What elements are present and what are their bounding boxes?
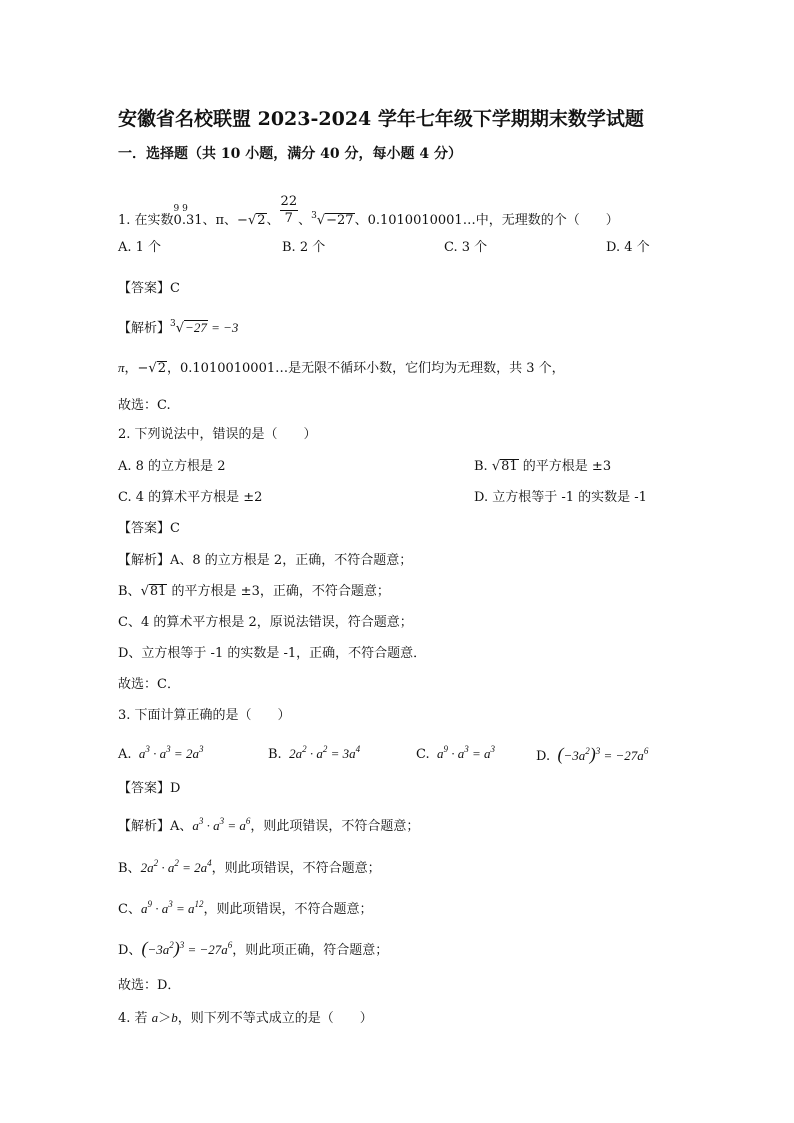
sqrt-icon: √: [247, 213, 257, 228]
sqrt2-arg: 2: [257, 213, 266, 228]
a3-label: C、: [118, 902, 141, 917]
q2-option-d: D. 立方根等于 -1 的实数是 -1: [474, 490, 647, 505]
analysis-equation: = −3: [207, 320, 239, 335]
q2-analysis-2: [118, 584, 390, 600]
q3-analysis-2: [118, 860, 381, 877]
q3-option-b: [268, 746, 360, 763]
cbrt-arg: −27: [326, 213, 354, 228]
q3-analysis-4: [118, 940, 388, 959]
repeat-dots: 9 9: [173, 204, 188, 214]
question-2-stem: 2. 下列说法中，错误的是（ ）: [118, 427, 317, 442]
analysis-label: 【解析】A、: [118, 819, 193, 834]
q2-option-a: A. 8 的立方根是 2: [118, 459, 226, 474]
a4-label: D、: [118, 943, 142, 958]
formula-d-correct: $(-3a^2)^3 = -27a^6$: [141, 938, 233, 958]
optc-label: C.: [416, 747, 430, 762]
q1-sep1: 、π、: [202, 213, 238, 228]
q1-analysis-1: [118, 320, 238, 337]
q2-option-b: [474, 459, 611, 475]
q2-analysis-3: C、4 的算术平方根是 2，原说法错误，符合题意；: [118, 615, 413, 630]
q3-option-a: [118, 746, 203, 763]
q1-analysis-2: [118, 360, 565, 377]
q1-stem-start: 1. 在实数: [118, 213, 174, 228]
sqrt-icon: √: [491, 459, 501, 474]
q3-analysis-3: [118, 901, 373, 918]
a4-text: ，则此项正确，符合题意；: [232, 943, 389, 958]
formula-a-correct: $a^3 \cdot a^3 = a^6$: [192, 816, 251, 833]
line2-text: ，0.1010010001…是无限不循环小数，它们均为无理数，共 3 个，: [167, 361, 565, 376]
formula-c-correct: $a^9 \cdot a^3 = a^{12}$: [140, 899, 204, 916]
section-heading: 一．选择题（共 10 小题，满分 40 分，每小题 4 分）: [118, 146, 462, 162]
q4-stem-end: ，则下列不等式成立的是（ ）: [177, 1011, 373, 1026]
q2-option-c: C. 4 的算术平方根是 ±2: [118, 490, 263, 505]
formula-b: $2a^2 \cdot a^2 = 3a^4$: [285, 744, 361, 761]
frac-denominator: 7: [284, 211, 293, 226]
sqrt-icon: √: [148, 361, 157, 376]
var-a: a: [151, 1010, 159, 1025]
q3-answer: 【答案】D: [118, 781, 181, 796]
opta-label: A.: [118, 747, 132, 762]
question-1-stem: [118, 194, 619, 237]
q4-stem-start: 4. 若: [118, 1011, 152, 1026]
optb-label: B.: [474, 459, 492, 474]
a3-text: ，则此项错误，不符合题意；: [203, 902, 373, 917]
sqrt81-arg: 81: [501, 459, 518, 474]
question-3-stem: 3. 下面计算正确的是（ ）: [118, 708, 291, 723]
frac-numerator: 22: [280, 194, 298, 209]
optd-label: D.: [536, 749, 551, 764]
formula-d: $(-3a^2)^3 = -27a^6$: [557, 744, 649, 764]
q1-answer: 【答案】C: [118, 281, 180, 296]
neg-sign: −: [237, 213, 248, 228]
q3-analysis-1: [118, 818, 419, 835]
repeating-decimal: [173, 204, 203, 229]
pi-symbol: π: [118, 360, 125, 375]
sqrt-icon: √: [140, 584, 149, 599]
q1-sep2: 、: [266, 213, 280, 228]
a2-label: B、: [118, 861, 141, 876]
q3-choose: 故选：D．: [118, 978, 181, 993]
sqrt-icon: √: [316, 213, 326, 228]
q2-analysis-4: D、立方根等于 -1 的实数是 -1，正确，不符合题意．: [118, 646, 427, 661]
q1-sep3: 、: [298, 213, 312, 228]
question-4-stem: [118, 1010, 373, 1027]
q1-choose: 故选：C.: [118, 398, 171, 413]
var-b: b: [171, 1010, 178, 1025]
cbrt-index: 3: [311, 211, 317, 221]
fraction-22-7: [280, 194, 299, 227]
q1-option-d: D. 4 个: [606, 240, 650, 255]
q1-option-a: A. 1 个: [118, 240, 162, 255]
q2-choose: 故选：C．: [118, 677, 180, 692]
q3-option-d: [536, 746, 648, 765]
formula-b-correct: $2a^2 \cdot a^2 = 2a^4$: [140, 858, 212, 875]
line2-sep: ，−: [124, 361, 149, 376]
formula-a: $a^3 \cdot a^3 = 2a^3$: [135, 744, 204, 761]
cbrt-index: 3: [170, 319, 176, 329]
analysis-label: 【解析】: [118, 321, 171, 336]
a1-text: ，则此项错误，不符合题意；: [250, 819, 420, 834]
q3-option-c: [416, 746, 495, 763]
gt-sign: ＞: [158, 1011, 172, 1026]
optb-label: B.: [268, 747, 282, 762]
q1-option-c: C. 3 个: [444, 240, 488, 255]
sqrt81-arg: 81: [149, 584, 167, 599]
repeat-number: 0.31: [173, 213, 203, 228]
a2-label: B、: [118, 584, 141, 599]
a2-text: ，则此项错误，不符合题意；: [211, 861, 381, 876]
a2-text: 的平方根是 ±3，正确，不符合题意；: [167, 584, 390, 599]
q2-answer: 【答案】C: [118, 521, 180, 536]
sqrt2-arg: 2: [157, 361, 166, 376]
optb-text: 的平方根是 ±3: [518, 459, 612, 474]
q1-stem-end: 、0.1010010001…中，无理数的个（ ）: [354, 213, 619, 228]
formula-c: $a^9 \cdot a^3 = a^3$: [433, 744, 496, 761]
page-title: 安徽省名校联盟 2023-2024 学年七年级下学期期末数学试题: [118, 108, 644, 130]
cbrt-arg: −27: [185, 320, 207, 335]
sqrt-icon: √: [175, 321, 185, 336]
q2-analysis-1: 【解析】A、8 的立方根是 2，正确，不符合题意；: [118, 553, 413, 568]
q1-option-b: B. 2 个: [282, 240, 326, 255]
